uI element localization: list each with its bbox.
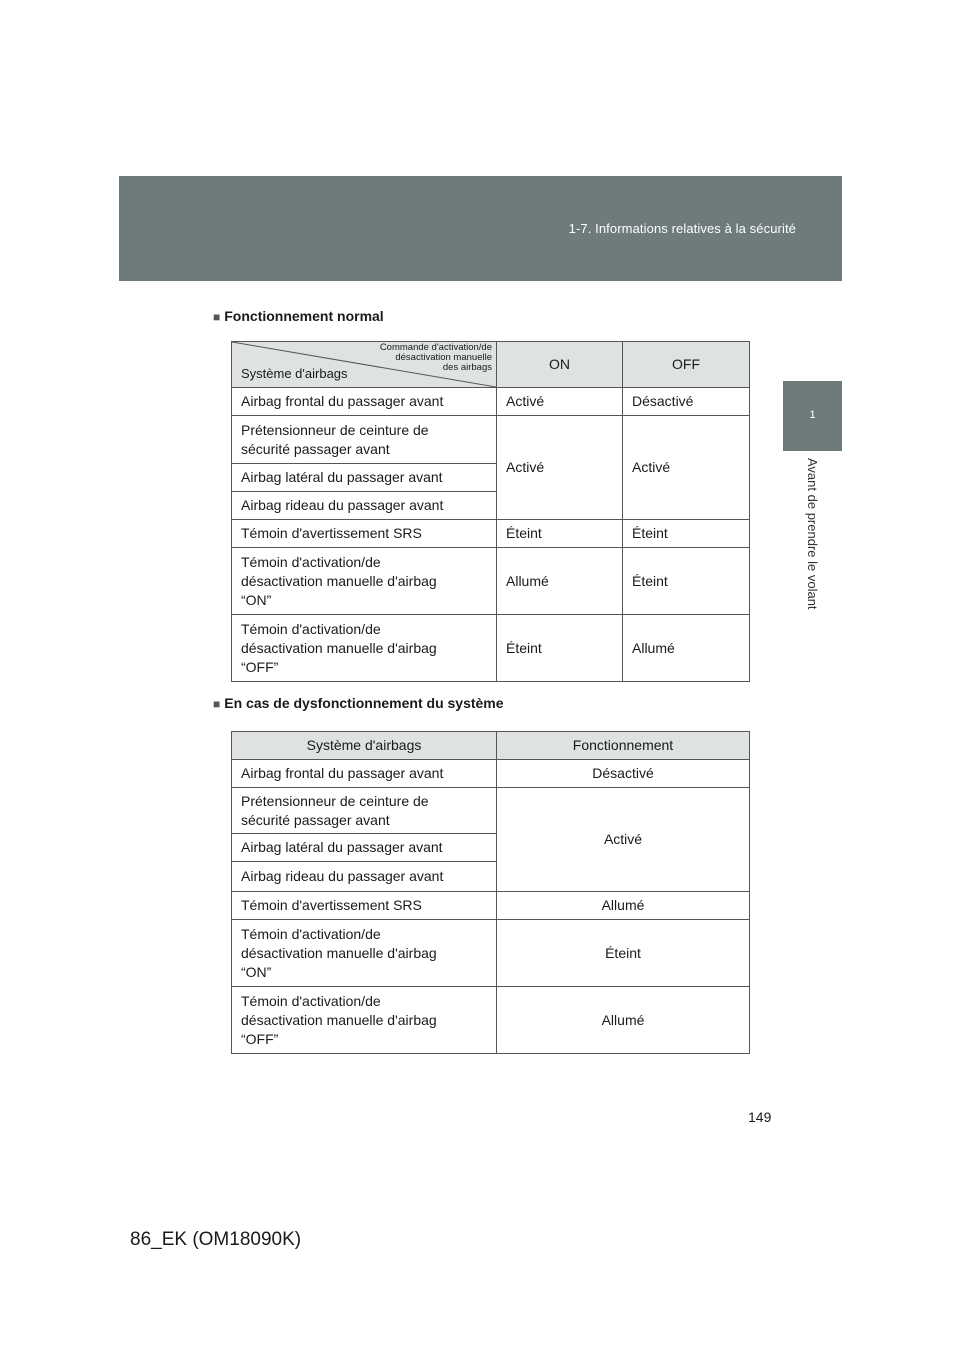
table-header-row [232, 342, 750, 388]
table-row [232, 548, 750, 615]
normal-operation-table [231, 341, 750, 682]
cell-value: Désactivé [497, 760, 750, 788]
row-label: Airbag rideau du passager avant [232, 492, 497, 520]
row-label: Airbag frontal du passager avant [232, 388, 497, 416]
heading-text: En cas de dysfonctionnement du système [224, 695, 504, 711]
header-switch-line: désactivation manuelle [395, 352, 492, 363]
heading-text: Fonctionnement normal [224, 308, 384, 324]
cell-on: Activé [497, 416, 623, 520]
row-label [232, 920, 497, 987]
table-row [232, 788, 750, 834]
row-label-line: désactivation manuelle d'airbag [241, 1011, 437, 1028]
cell-off: Allumé [623, 615, 750, 682]
header-system-label: Système d'airbags [241, 366, 348, 381]
row-label-line: Témoin d'activation/de [241, 553, 381, 570]
cell-off: Activé [623, 416, 750, 520]
cell-value: Allumé [497, 987, 750, 1054]
table-row [232, 892, 750, 920]
column-header-system: Système d'airbags [232, 732, 497, 760]
table-row [232, 416, 750, 464]
square-bullet-icon: ■ [213, 310, 221, 324]
cell-off: Désactivé [623, 388, 750, 416]
section-title: 1-7. Informations relatives à la sécurité [568, 221, 796, 236]
cell-on: Éteint [497, 615, 623, 682]
chapter-label [803, 458, 823, 634]
row-label [232, 788, 497, 834]
table-row [232, 760, 750, 788]
document-code: 86_EK (OM18090K) [130, 1229, 302, 1250]
row-label: Témoin d'avertissement SRS [232, 520, 497, 548]
row-label: Airbag latéral du passager avant [232, 464, 497, 492]
malfunction-table [231, 731, 750, 1054]
row-label: Airbag rideau du passager avant [232, 862, 497, 892]
cell-on: Activé [497, 388, 623, 416]
table-row [232, 615, 750, 682]
row-label-line: sécurité passager avant [241, 440, 390, 457]
row-label-line: Témoin d'activation/de [241, 620, 381, 637]
table-row [232, 388, 750, 416]
row-label [232, 548, 497, 615]
row-label-line: “OFF” [241, 658, 279, 675]
row-label: Airbag latéral du passager avant [232, 834, 497, 862]
cell-off: Éteint [623, 548, 750, 615]
table-row [232, 987, 750, 1054]
row-label-line: “ON” [241, 963, 272, 980]
row-label [232, 615, 497, 682]
chapter-number: 1 [809, 409, 816, 421]
cell-value: Activé [497, 788, 750, 892]
row-label-line: Témoin d'activation/de [241, 925, 381, 942]
chapter-label-text: Avant de prendre le volant [805, 458, 820, 610]
section-heading-normal [213, 308, 384, 324]
row-label: Airbag frontal du passager avant [232, 760, 497, 788]
row-label [232, 987, 497, 1054]
row-label: Témoin d'avertissement SRS [232, 892, 497, 920]
table-header-row [232, 732, 750, 760]
header-switch-line: des airbags [442, 362, 492, 373]
cell-value: Allumé [497, 892, 750, 920]
page-number: 149 [748, 1109, 772, 1125]
row-label [232, 416, 497, 464]
diagonal-header-cell [232, 342, 497, 388]
column-header-on: ON [497, 342, 623, 388]
row-label-line: “OFF” [241, 1030, 279, 1047]
cell-on: Éteint [497, 520, 623, 548]
row-label-line: “ON” [241, 591, 272, 608]
cell-on: Allumé [497, 548, 623, 615]
chapter-tab [783, 381, 842, 451]
cell-value: Éteint [497, 920, 750, 987]
column-header-off: OFF [623, 342, 750, 388]
square-bullet-icon: ■ [213, 697, 221, 711]
column-header-operation: Fonctionnement [497, 732, 750, 760]
header-band [119, 176, 842, 281]
row-label-line: sécurité passager avant [241, 811, 390, 828]
header-switch-label [380, 343, 492, 373]
row-label-line: Témoin d'activation/de [241, 992, 381, 1009]
row-label-line: Prétensionneur de ceinture de [241, 421, 429, 438]
header-switch-line: Commande d'activation/de [379, 342, 492, 353]
row-label-line: désactivation manuelle d'airbag [241, 639, 437, 656]
section-heading-malfunction [213, 695, 504, 711]
row-label-line: désactivation manuelle d'airbag [241, 944, 437, 961]
row-label-line: Prétensionneur de ceinture de [241, 792, 429, 809]
table-row [232, 920, 750, 987]
cell-off: Éteint [623, 520, 750, 548]
row-label-line: désactivation manuelle d'airbag [241, 572, 437, 589]
table-row [232, 520, 750, 548]
